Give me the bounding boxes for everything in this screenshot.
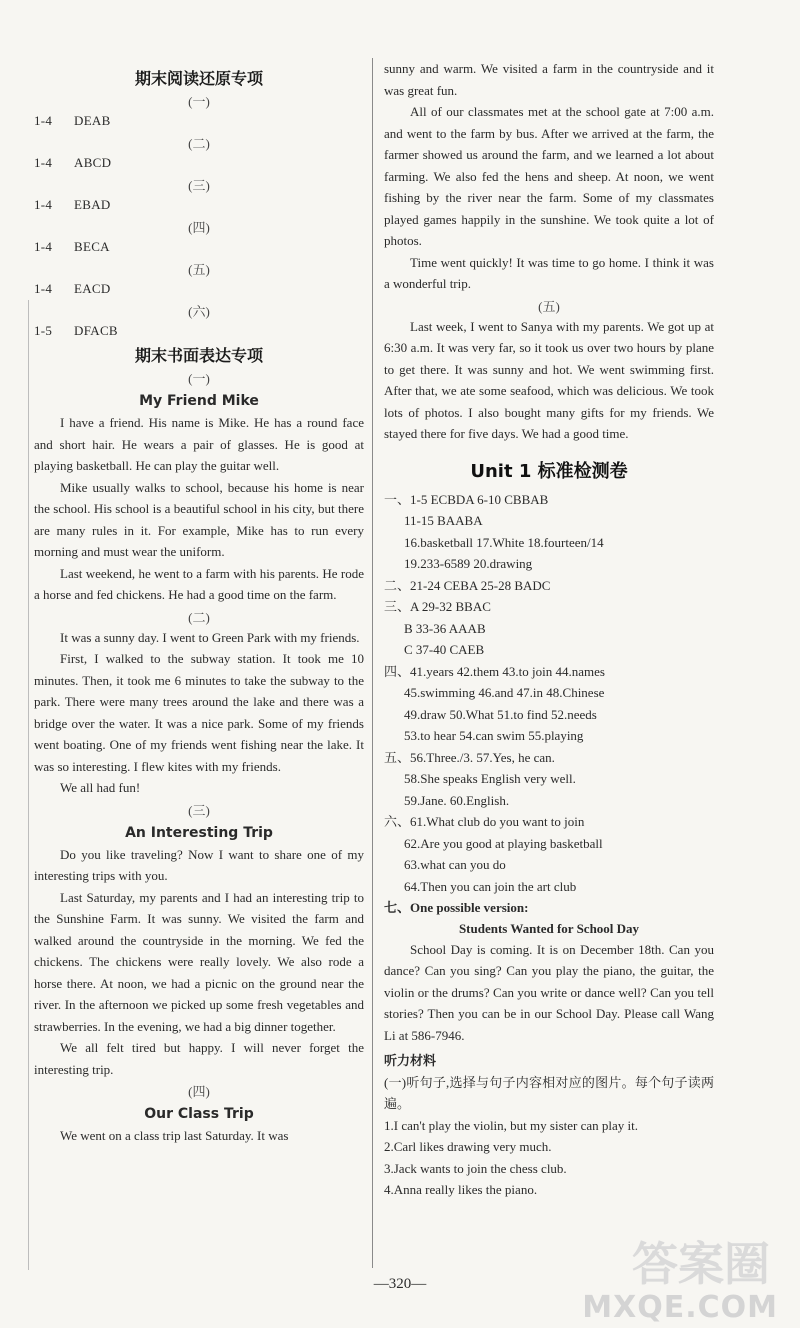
reading-answer-row: [34, 155, 364, 171]
listening-title: 听力材料: [384, 1053, 437, 1068]
reading-answer-row: [34, 323, 364, 339]
answer-line: 四、41.years 42.them 43.to join 44.names: [384, 663, 605, 679]
unit-title: Unit 1 标准检测卷: [470, 460, 628, 482]
reading-answer-row: [34, 239, 364, 255]
question-range: 1-4: [34, 197, 53, 212]
essay-3-para-3: We all felt tired but happy. I will never forget the interesting trip.: [34, 1040, 364, 1077]
reading-answer-row: [34, 113, 364, 129]
essay-1-para-3: Last weekend, he went to a farm with his parents. He rode a horse and fed chickens. He had a good time on the farm.: [34, 565, 364, 602]
essay-3-para-1: Do you like traveling? Now I want to share one of my interesting trips with you.: [34, 846, 364, 883]
listening-lines: [384, 1115, 714, 1201]
reading-answers: [34, 91, 364, 339]
watermark-logo: 答案圈: [632, 1237, 770, 1291]
essay-2-para-2: First, I walked to the subway station. It took me 10 minutes. Then, it took me 6 minutes to take the subway to the park. There were many trees around the lake and there was a bridge over the water. It was a nice park. Some of my friends went boating. One of my friends went fishing near the lake. It was so interesting. I flew kites with my friends.: [34, 651, 364, 774]
answer-letters: DFACB: [74, 323, 118, 338]
listening-sentence: 2.Carl likes drawing very much.: [384, 1139, 552, 1154]
unit-answers: [384, 489, 714, 898]
right-column: [384, 58, 714, 1201]
sample-title: Students Wanted for School Day: [458, 920, 640, 936]
answer-line: B 33-36 AAAB: [404, 620, 486, 636]
essay-3-number: (三): [188, 802, 210, 818]
essay-4-para-2: All of our classmates met at the school gate at 7:00 a.m. and went to the farm by bus. After we arrived at the farm, the farmer showed us around the farm, and we learned a lot about farming. We also fed the hens and sheep. At noon, we went fishing by the river near the farm. Some of my classmates played games happily in the sunshine. We took quite a lot of photos.: [384, 104, 714, 248]
listening-intro: (一)听句子,选择与句子内容相对应的图片。每个句子读两遍。: [384, 1074, 714, 1111]
reading-section-title: 期末阅读还原专项: [134, 69, 263, 88]
essay-4-para-start: We went on a class trip last Saturday. It was: [60, 1128, 289, 1143]
answer-line: 62.Are you good at playing basketball: [404, 835, 603, 851]
essay-1-para-2: Mike usually walks to school, because his home is near the school. His school is a beautiful school in his city, but there are many rules in it. For example, Mike has to run every morning and must wear the uniform.: [34, 479, 364, 559]
answer-line: 三、A 29-32 BBAC: [384, 599, 491, 614]
answer-letters: EACD: [74, 281, 111, 296]
listening-sentence: 1.I can't play the violin, but my sister can play it.: [384, 1117, 638, 1133]
reading-part-number: (三): [188, 178, 210, 193]
question-range: 1-4: [34, 113, 53, 128]
answer-line: C 37-40 CAEB: [404, 642, 485, 657]
page-number: —320—: [373, 1276, 427, 1292]
essay-1-para-1: I have a friend. His name is Mike. He has a round face and short hair. He wears a pair of glasses. He is good at playing basketball. He can play the guitar well.: [34, 415, 364, 473]
answer-letters: DEAB: [74, 113, 111, 128]
reading-answer-row: [34, 197, 364, 213]
question-range: 1-4: [34, 281, 53, 296]
essay-4-title: Our Class Trip: [144, 1106, 254, 1122]
question-range: 1-4: [34, 239, 53, 254]
essay-2-number: (二): [188, 609, 210, 625]
question-range: 1-4: [34, 155, 53, 170]
left-margin-line: [28, 300, 29, 1270]
essay-3-title: An Interesting Trip: [125, 824, 273, 841]
listening-sentence: 4.Anna really likes the piano.: [384, 1182, 538, 1197]
answer-line: 一、1-5 ECBDA 6-10 CBBAB: [384, 491, 549, 507]
question-range: 1-5: [34, 323, 53, 338]
watermark-url: MXQE.COM: [582, 1290, 778, 1325]
reading-part-number: (六): [188, 304, 210, 319]
writing-section-title: 期末书面表达专项: [134, 346, 263, 365]
left-column: [34, 58, 364, 1147]
essay-4-number: (四): [188, 1084, 210, 1099]
answer-line: 二、21-24 CEBA 25-28 BADC: [384, 577, 551, 593]
answer-letters: BECA: [74, 239, 110, 254]
essay-1-number: (一): [188, 371, 210, 386]
essay-4-para-3: Time went quickly! It was time to go home. I think it was a wonderful trip.: [384, 254, 714, 291]
answer-line: 16.basketball 17.White 18.fourteen/14: [404, 534, 604, 550]
column-divider: [372, 58, 373, 1268]
answer-line: 64.Then you can join the art club: [404, 878, 577, 894]
answer-line: 49.draw 50.What 51.to find 52.needs: [404, 706, 597, 722]
essay-3-para-2: Last Saturday, my parents and I had an interesting trip to the Sunshine Farm. It was sunny. We visited the farm and walked around the countryside in the morning. We fed the chickens. The chickens were really lovely. We also rode a horse there. At noon, we had a picnic on the ground near the river. In the afternoon we picked up some fresh vegetables and strawberries. In the evening, we had a big dinner together.: [34, 889, 364, 1034]
answer-line: 45.swimming 46.and 47.in 48.Chinese: [404, 685, 605, 700]
answer-line: 19.233-6589 20.drawing: [404, 556, 533, 571]
answer-line: 58.She speaks English very well.: [404, 771, 576, 786]
answer-line: 五、56.Three./3. 57.Yes, he can.: [384, 749, 555, 765]
answer-letters: EBAD: [74, 197, 111, 212]
answer-line: 六、61.What club do you want to join: [384, 814, 585, 829]
essay-4-para-cont: sunny and warm. We visited a farm in the countryside and it was great fun.: [384, 61, 714, 98]
answer-line: 11-15 BAABA: [404, 513, 483, 528]
sample-para: School Day is coming. It is on December 18th. Can you dance? Can you sing? Can you play the piano, the guitar, the violin or the drums? Can you write or dance well? Can you tell stories? Then you can be in our School Day. Please call Wang Li at 586-7946.: [384, 941, 714, 1043]
answer-line: 63.what can you do: [404, 857, 506, 872]
reading-part-number: (一): [188, 94, 210, 109]
answer-line: 59.Jane. 60.English.: [404, 792, 510, 808]
reading-part-number: (五): [188, 262, 210, 277]
essay-5-para: Last week, I went to Sanya with my parents. We got up at 6:30 a.m. It was very far, so it took us over two hours by plane to get there. It was sunny and hot. We went swimming first. After that, we ate some seafood, which was delicious. We took lots of photos. I also bought many gifts for my friends. We stayed there for five days. We had a good time.: [384, 318, 714, 441]
answer-line: 53.to hear 54.can swim 55.playing: [404, 728, 584, 743]
reading-part-number: (二): [188, 136, 210, 151]
essay-2-para-1: It was a sunny day. I went to Green Park with my friends.: [60, 629, 360, 645]
essay-2-para-3: We all had fun!: [60, 780, 141, 795]
listening-sentence: 3.Jack wants to join the chess club.: [384, 1160, 567, 1176]
reading-answer-row: [34, 281, 364, 297]
reading-part-number: (四): [188, 220, 210, 235]
essay-1-title: My Friend Mike: [139, 393, 259, 409]
essay-5-number: (五): [538, 298, 560, 314]
section-seven-label: 七、One possible version:: [384, 900, 529, 915]
answer-letters: ABCD: [74, 155, 112, 170]
